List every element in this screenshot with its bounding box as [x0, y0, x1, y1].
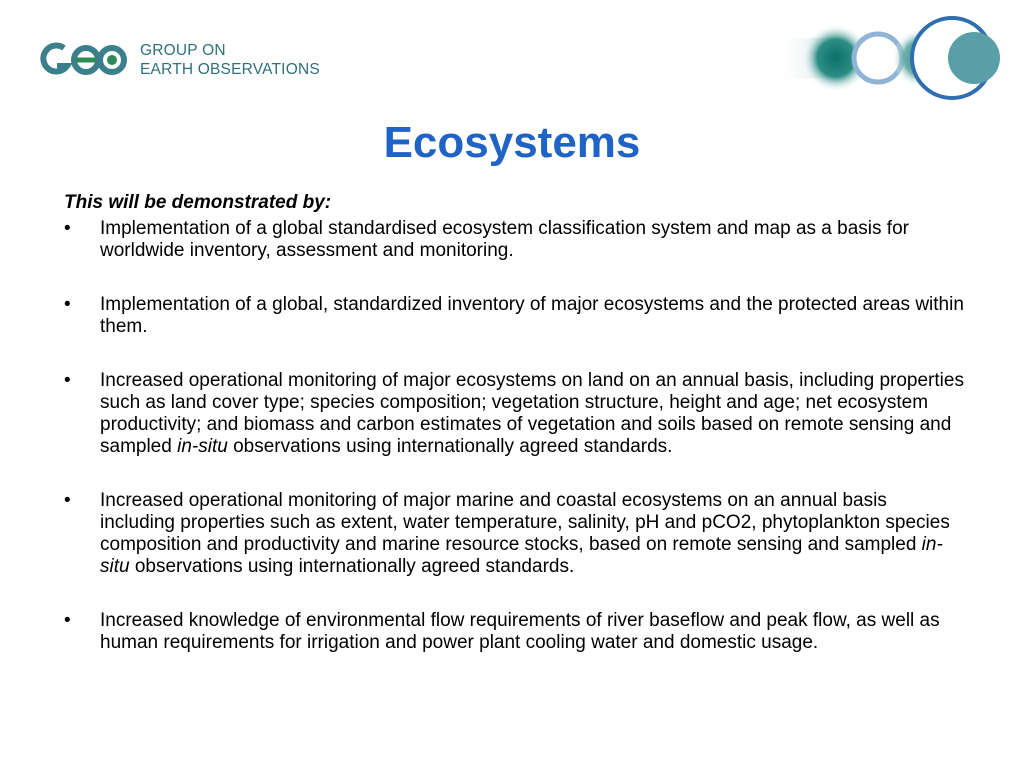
bullet-text: Implementation of a global, standardized inventory of major ecosystems and the protected areas within them. — [100, 294, 964, 337]
bullet-text: Implementation of a global standardised ecosystem classification system and map as a basis for worldwide inventory, assessment and monitoring. — [100, 218, 909, 261]
logo-line-2: EARTH OBSERVATIONS — [140, 61, 320, 78]
decorative-circles-graphic — [776, 12, 1006, 108]
bullet-item — [64, 610, 964, 654]
bullet-text-end: observations using internationally agreed standards. — [233, 436, 673, 457]
bullet-icon: • — [64, 610, 71, 631]
logo-line-1: GROUP ON — [140, 42, 226, 59]
bullet-list — [64, 218, 964, 654]
bullet-text-italic: in-situ — [177, 436, 228, 457]
bullet-item — [64, 294, 964, 338]
bullet-text-end: observations using internationally agreed standards. — [134, 556, 575, 577]
bullet-icon: • — [64, 294, 71, 315]
bullet-text-start: Increased operational monitoring of major marine and coastal ecosystems on an annual basis including properties such as extent, water temperature, salinity, pH and pCO2, phytoplankton species composition and productivity and marine resource stocks, based on remote sensing and sampled — [100, 490, 950, 555]
bullet-item — [64, 370, 964, 458]
bullet-item — [64, 218, 964, 262]
bullet-icon: • — [64, 218, 71, 239]
geo-logo-text — [140, 41, 320, 79]
geo-logo — [40, 40, 340, 82]
intro-text: This will be demonstrated by: — [64, 192, 332, 213]
bullet-icon: • — [64, 490, 71, 511]
bullet-text-start: Increased operational monitoring of major ecosystems on land on an annual basis, including properties such as land cover type; species composition; vegetation structure, height and age; net ecosystem productivity; and biomass and carbon estimates of vegetation and soils based on remote sensing and sampled — [100, 370, 964, 457]
slide-title: Ecosystems — [383, 118, 641, 167]
slide-body — [64, 192, 964, 654]
bullet-item — [64, 490, 964, 578]
bullet-text-italic: in-situ — [100, 534, 943, 577]
bullet-icon: • — [64, 370, 71, 391]
geo-logo-mark — [40, 40, 132, 80]
bullet-text: Increased knowledge of environmental flow requirements of river baseflow and peak flow, as well as human requirements for irrigation and power plant cooling water and domestic usage. — [100, 610, 940, 653]
